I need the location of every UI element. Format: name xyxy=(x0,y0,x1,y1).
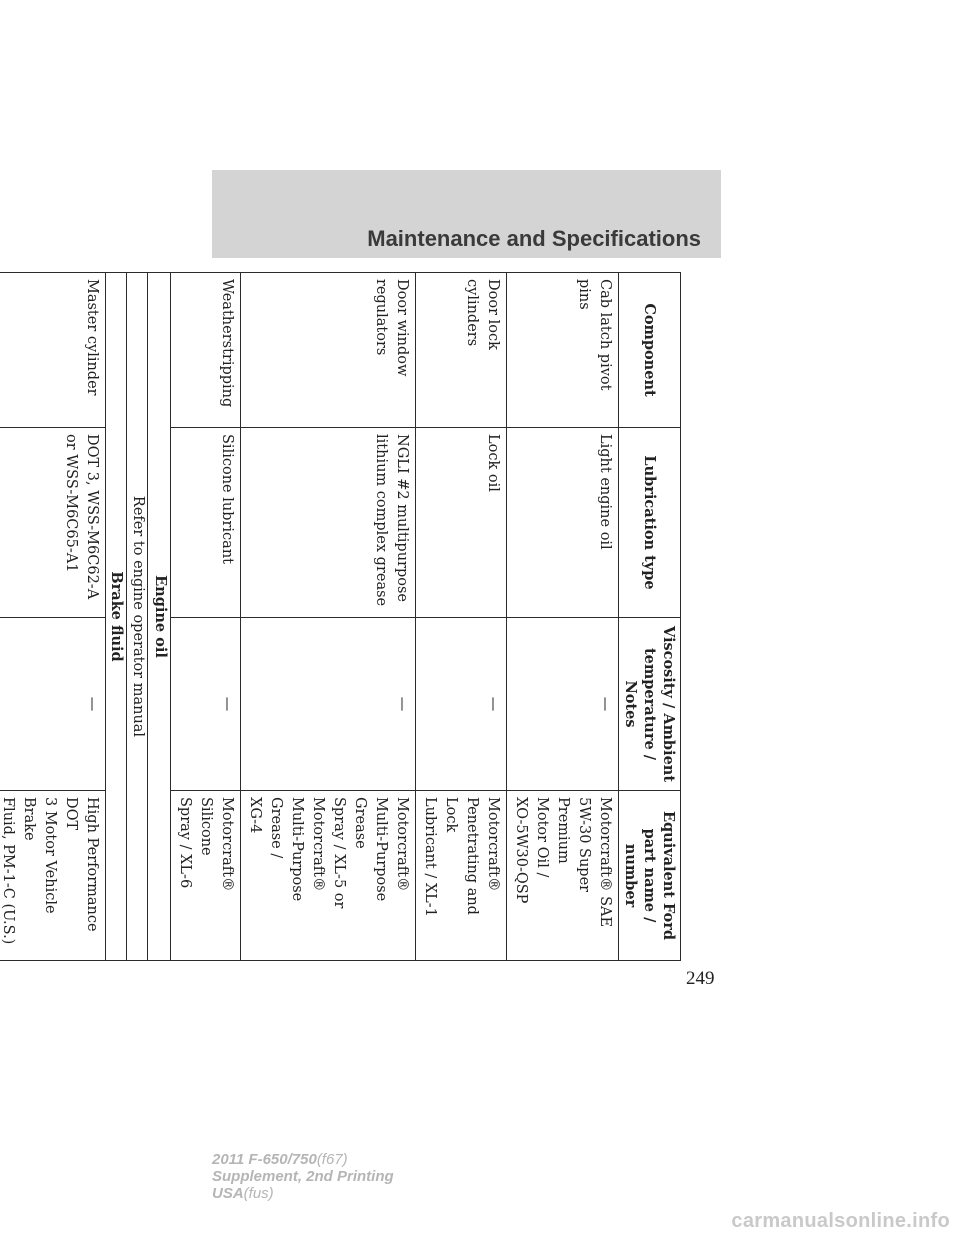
column-header-viscosity-notes: Viscosity / Ambient temperature / Notes xyxy=(619,618,681,791)
footer-edition: Supplement, 2nd Printing xyxy=(212,1168,394,1185)
ford-part-cell: Motorcraft® Penetrating and Lock Lubricant / XL-1 xyxy=(416,791,507,961)
notes-cell: — xyxy=(416,618,507,791)
table-row xyxy=(241,273,416,961)
table-row xyxy=(0,273,106,961)
notes-cell: — xyxy=(171,618,241,791)
notes-cell: — xyxy=(0,618,106,791)
column-header-component: Component xyxy=(619,273,681,428)
notes-cell: — xyxy=(241,618,416,791)
component-cell: Master cylinder xyxy=(0,273,106,428)
component-cell: Weatherstripping xyxy=(171,273,241,428)
column-header-lubrication-type: Lubrication type xyxy=(619,428,681,618)
lubricant-specification-table xyxy=(0,272,681,961)
section-header-band xyxy=(212,170,721,258)
lubricant-table-container xyxy=(0,272,681,960)
footer-line-edition xyxy=(212,1168,394,1185)
ford-part-cell: High Performance DOT 3 Motor Vehicle Brake Fluid, PM-1-C (U.S.) xyxy=(0,791,106,961)
site-watermark: carmanualsonline.info xyxy=(731,1210,950,1232)
lubrication-type-cell: NGLI #2 multipurpose lithium complex grease xyxy=(241,428,416,618)
ford-part-cell: Motorcraft® Silicone Spray / XL-6 xyxy=(171,791,241,961)
engine-oil-note: Refer to engine operator manual xyxy=(127,273,148,961)
lubrication-type-cell: Lock oil xyxy=(416,428,507,618)
engine-oil-heading-row xyxy=(148,273,171,961)
engine-oil-heading: Engine oil xyxy=(148,273,171,961)
lubrication-type-cell: DOT 3, WSS-M6C62-A or WSS-M6C65-A1 xyxy=(0,428,106,618)
component-cell: Cab latch pivot pins xyxy=(507,273,619,428)
table-row xyxy=(416,273,507,961)
ford-part-cell: Motorcraft® Multi-Purpose Grease Spray / XL-5 or Motorcraft® Multi-Purpose Grease / XG-4 xyxy=(241,791,416,961)
brake-fluid-heading-row xyxy=(106,273,127,961)
brake-fluid-heading: Brake fluid xyxy=(106,273,127,961)
column-header-ford-part: Equivalent Ford part name / number xyxy=(619,791,681,961)
footer-line-market xyxy=(212,1185,394,1202)
footer-line-model xyxy=(212,1151,394,1168)
lubrication-type-cell: Light engine oil xyxy=(507,428,619,618)
ford-part-cell: Motorcraft® SAE 5W-30 Super Premium Motor Oil / XO-5W30-QSP xyxy=(507,791,619,961)
footer-model-code: (f67) xyxy=(316,1151,348,1168)
footer-market: USA xyxy=(212,1185,244,1202)
lubrication-type-cell: Silicone lubricant xyxy=(171,428,241,618)
component-cell: Door window regulators xyxy=(241,273,416,428)
page-number: 249 xyxy=(686,968,715,989)
footer-model: 2011 F-650/750 xyxy=(212,1151,317,1168)
table-header-row xyxy=(619,273,681,961)
component-cell: Door lock cylinders xyxy=(416,273,507,428)
footer-market-code: (fus) xyxy=(243,1185,274,1202)
table-row xyxy=(507,273,619,961)
table-row xyxy=(171,273,241,961)
engine-oil-note-row xyxy=(127,273,148,961)
section-title: Maintenance and Specifications xyxy=(367,226,701,251)
notes-cell: — xyxy=(507,618,619,791)
print-footer xyxy=(212,1151,394,1202)
